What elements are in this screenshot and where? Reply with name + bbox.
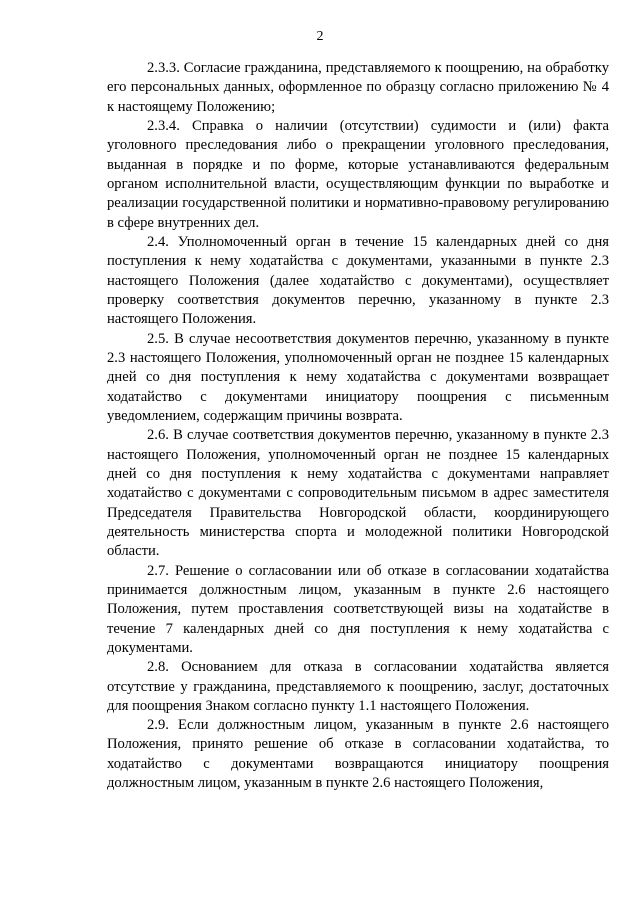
- paragraph-2-3-4: 2.3.4. Справка о наличии (отсутствии) судимости и (или) факта уголовного преследования либо о прекращении уголовного преследования, выданная в порядке и по форме, которые устанавливаются федеральным органом исполнительной власти, осуществляющим функции по выработке и реализации государственной политики и нормативно-правовому регулированию в сфере внутренних дел.: [107, 117, 609, 231]
- page-number: 2: [316, 29, 324, 44]
- paragraph-2-5: 2.5. В случае несоответствия документов перечню, указанному в пункте 2.3 настоящего Положения, уполномоченный орган не позднее 15 календарных дней со дня поступления к нему ходатайства с документами возвращает ходатайство с документами инициатору поощрения с письменным уведомлением, содержащим причины возврата.: [107, 330, 609, 424]
- paragraph-2-3-3: 2.3.3. Согласие гражданина, представляемого к поощрению, на обработку его персональных данных, оформленное по образцу согласно приложению № 4 к настоящему Положению;: [107, 60, 609, 115]
- paragraph-2-7: 2.7. Решение о согласовании или об отказе в согласовании ходатайства принимается должностным лицом, указанным в пункте 2.6 настоящего Положения, путем проставления соответствующей визы на ходатайстве в течение 7 календарных дней со дня поступления к нему ходатайства с документами.: [107, 562, 609, 656]
- paragraph-2-8: 2.8. Основанием для отказа в согласовании ходатайства является отсутствие у гражданина, представляемого к поощрению, заслуг, достаточных для поощрения Знаком согласно пункту 1.1 настоящего Положения.: [107, 659, 609, 714]
- document-body: [107, 59, 609, 793]
- paragraph-2-6: 2.6. В случае соответствия документов перечню, указанному в пункте 2.3 настоящего Положения, уполномоченный орган не позднее 15 календарных дней со дня поступления к нему ходатайства с документами направляет ходатайство с документами с сопроводительным письмом в адрес заместителя Председателя Правительства Новгородской области, координирующего деятельность министерства спорта и молодежной политики Новгородской области.: [107, 427, 609, 560]
- paragraph-2-9: 2.9. Если должностным лицом, указанным в пункте 2.6 настоящего Положения, принято решение об отказе в согласовании ходатайства, то ходатайство с документами возвращаются инициатору поощрения должностным лицом, указанным в пункте 2.6 настоящего Положения,: [107, 717, 609, 792]
- paragraph-2-4: 2.4. Уполномоченный орган в течение 15 календарных дней со дня поступления к нему ходатайства с документами, указанными в пункте 2.3 настоящего Положения (далее ходатайство с документами), осуществляет проверку соответствия документов перечню, указанному в пункте 2.3 настоящего Положения.: [107, 233, 609, 328]
